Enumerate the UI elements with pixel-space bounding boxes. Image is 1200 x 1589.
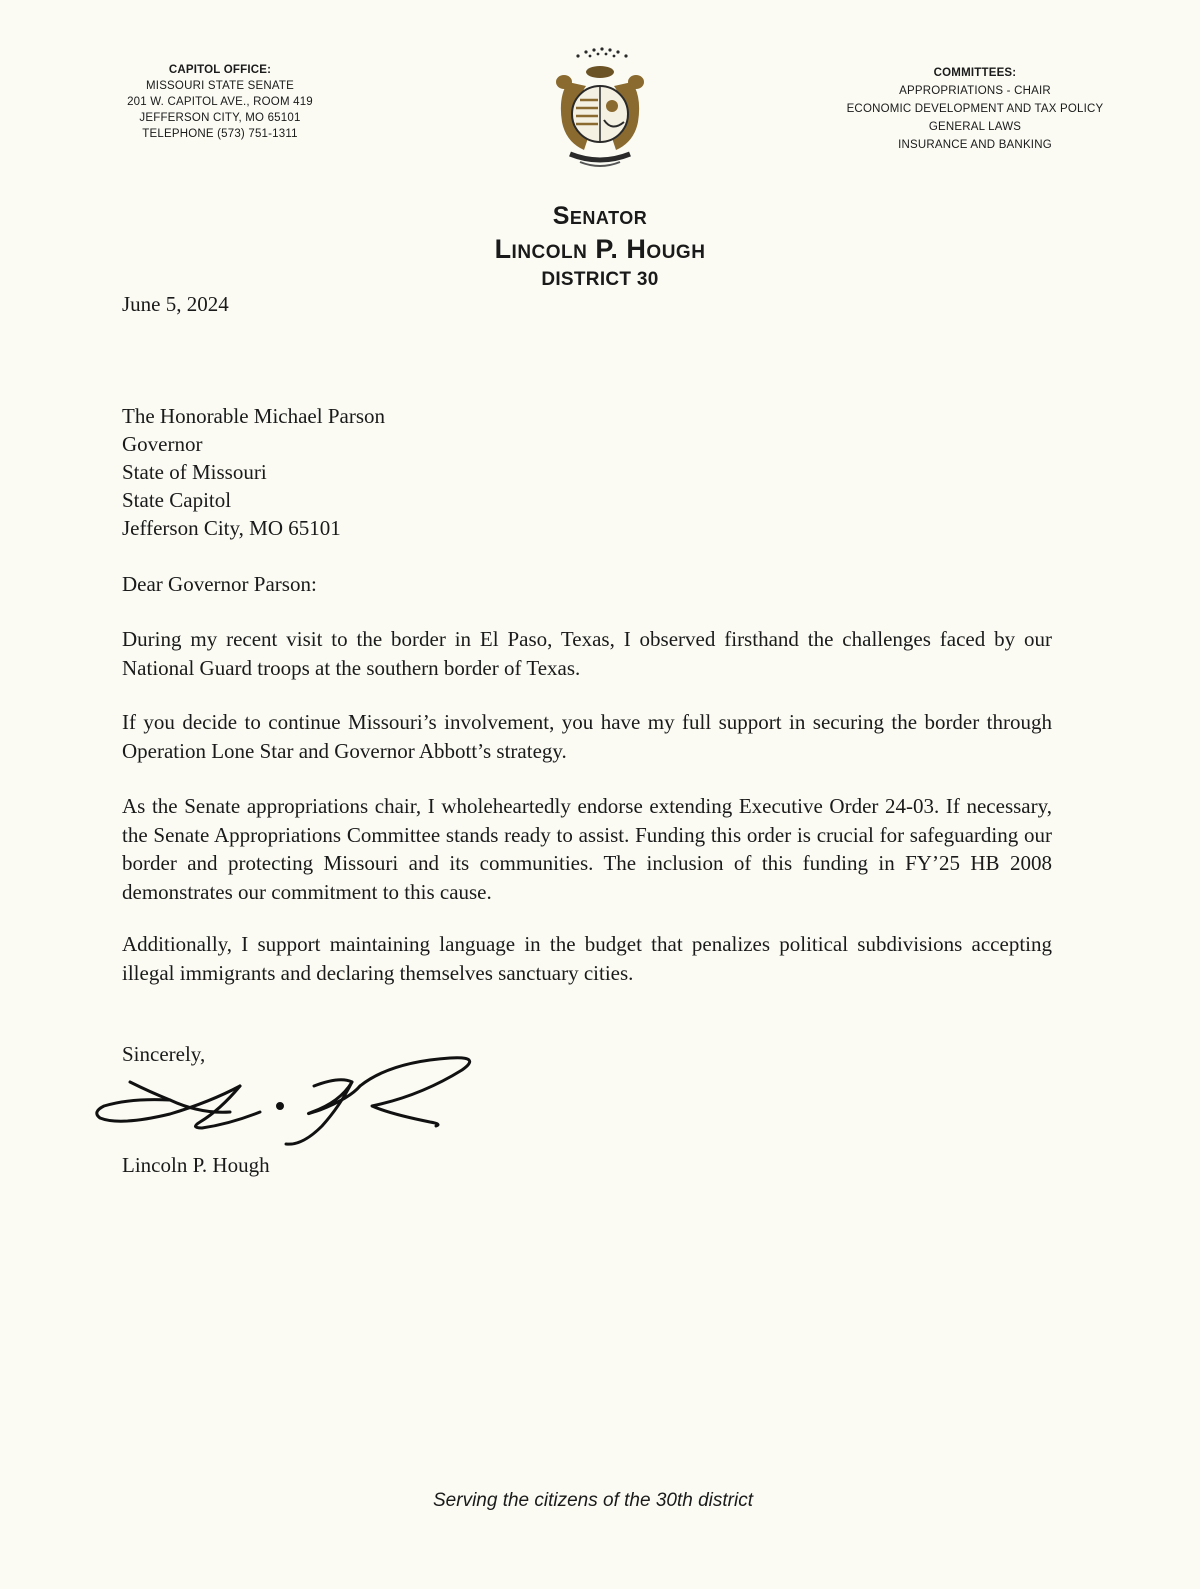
footer-tagline: Serving the citizens of the 30th district [433, 1490, 753, 1511]
recipient-line: Jefferson City, MO 65101 [122, 516, 341, 540]
senator-title: Senator [552, 202, 648, 230]
recipient-line: The Honorable Michael Parson [122, 404, 386, 428]
capitol-office-line: TELEPHONE (573) 751-1311 [142, 128, 298, 140]
salutation: Dear Governor Parson: [122, 572, 317, 596]
letter-date: June 5, 2024 [122, 292, 229, 316]
handwritten-signature [90, 1040, 490, 1150]
capitol-office-line: 201 W. CAPITOL AVE., ROOM 419 [127, 96, 313, 108]
signer-name: Lincoln P. Hough [122, 1153, 270, 1177]
missouri-state-seal-icon [540, 42, 660, 172]
body-paragraph: During my recent visit to the border in El Paso, Texas, I observed firsthand the challenges faced by our National Guard troops at the southern border of Texas. [122, 627, 1052, 680]
committee-item: INSURANCE AND BANKING [898, 139, 1052, 151]
capitol-office-block [100, 62, 340, 142]
recipient-line: State of Missouri [122, 460, 267, 484]
capitol-office-line: MISSOURI STATE SENATE [146, 80, 294, 92]
closing: Sincerely, [122, 1042, 206, 1066]
senator-district: DISTRICT 30 [541, 269, 659, 290]
recipient-line: Governor [122, 432, 203, 456]
senator-name: Lincoln P. Hough [494, 234, 706, 264]
capitol-office-heading: CAPITOL OFFICE: [168, 64, 272, 76]
senator-block [400, 200, 800, 294]
recipient-line: State Capitol [122, 488, 232, 512]
committee-item: ECONOMIC DEVELOPMENT AND TAX POLICY [846, 103, 1104, 115]
committee-item: GENERAL LAWS [928, 121, 1022, 133]
committee-item: APPROPRIATIONS - CHAIR [899, 85, 1051, 97]
body-paragraph: Additionally, I support maintaining language in the budget that penalizes political subdivisions accepting illegal immigrants and declaring themselves sanctuary cities. [122, 932, 1052, 985]
committees-heading: COMMITTEES: [933, 67, 1017, 79]
committees-block [810, 64, 1140, 154]
body-paragraph: As the Senate appropriations chair, I wholeheartedly endorse extending Executive Order 24-03. If necessary, the Senate Appropriations Committee stands ready to assist. Funding this order is crucial for safeguarding our border and protecting Missouri and its communities. The inclusion of this funding in FY’25 HB 2008 demonstrates our commitment to this cause. [122, 794, 1052, 904]
body-paragraph: If you decide to continue Missouri’s involvement, you have my full support in securing the border through Operation Lone Star and Governor Abbott’s strategy. [122, 710, 1052, 763]
capitol-office-line: JEFFERSON CITY, MO 65101 [139, 112, 301, 124]
